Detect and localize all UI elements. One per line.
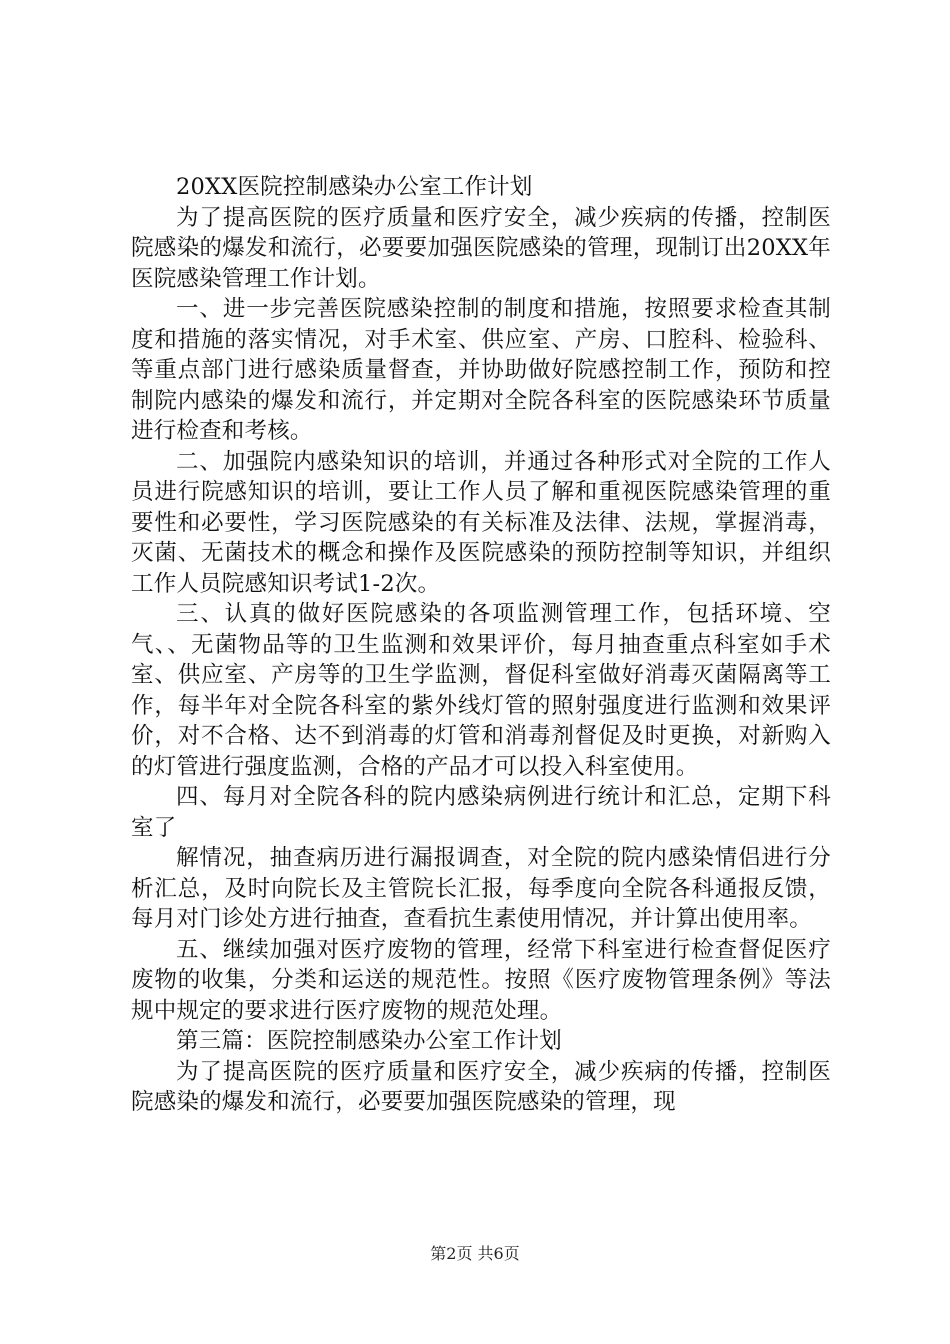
section-heading-part-3: 第三篇：医院控制感染办公室工作计划: [176, 1028, 562, 1054]
document-body: [131, 172, 831, 1118]
page-number-footer: 第2页 共6页: [430, 1244, 520, 1263]
paragraph-item-1: 一、进一步完善医院感染控制的制度和措施，按照要求检查其制度和措施的落实情况，对手术室、供应室、产房、口腔科、检验科、等重点部门进行感染质量督查，并协助做好院感控制工作，预防和控制院内感染的爆发和流行，并定期对全院各科室的医院感染环节质量进行检查和考核。: [131, 296, 831, 444]
paragraph-item-2: 二、加强院内感染知识的培训，并通过各种形式对全院的工作人员进行院感知识的培训，要让工作人员了解和重视医院感染管理的重要性和必要性，学习医院感染的有关标准及法律、法规，掌握消毒，灭菌、无菌技术的概念和操作及医院感染的预防控制等知识，并组织工作人员院感知识考试1-2次。: [131, 448, 831, 597]
paragraph-item-4-continued: 解情况，抽查病历进行漏报调查，对全院的院内感染情侣进行分析汇总，及时向院长及主管院长汇报，每季度向全院各科通报反馈，每月对门诊处方进行抽查，查看抗生素使用情况，并计算出使用率。: [131, 845, 831, 932]
paragraph-part-3-intro: 为了提高医院的医疗质量和医疗安全，减少疾病的传播，控制医院感染的爆发和流行，必要要加强医院感染的管理，现: [131, 1058, 831, 1115]
paragraph-item-3: 三、认真的做好医院感染的各项监测管理工作，包括环境、空气、、无菌物品等的卫生监测和效果评价，每月抽查重点科室如手术室、供应室、产房等的卫生学监测，督促科室做好消毒灭菌隔离等工作，每半年对全院各科室的紫外线灯管的照射强度进行监测和效果评价，对不合格、达不到消毒的灯管和消毒剂督促及时更换，对新购入的灯管进行强度监测，合格的产品才可以投入科室使用。: [131, 601, 831, 780]
document-title: 20XX医院控制感染办公室工作计划: [176, 174, 533, 200]
paragraph-item-5: 五、继续加强对医疗废物的管理，经常下科室进行检查督促医疗废物的收集，分类和运送的规范性。按照《医疗废物管理条例》等法规中规定的要求进行医疗废物的规范处理。: [131, 936, 831, 1024]
paragraph-item-4: 四、每月对全院各科的院内感染病例进行统计和汇总，定期下科室了: [131, 784, 831, 841]
paragraph-intro: 为了提高医院的医疗质量和医疗安全，减少疾病的传播，控制医院感染的爆发和流行，必要要加强医院感染的管理，现制订出20XX年医院感染管理工作计划。: [131, 204, 831, 292]
